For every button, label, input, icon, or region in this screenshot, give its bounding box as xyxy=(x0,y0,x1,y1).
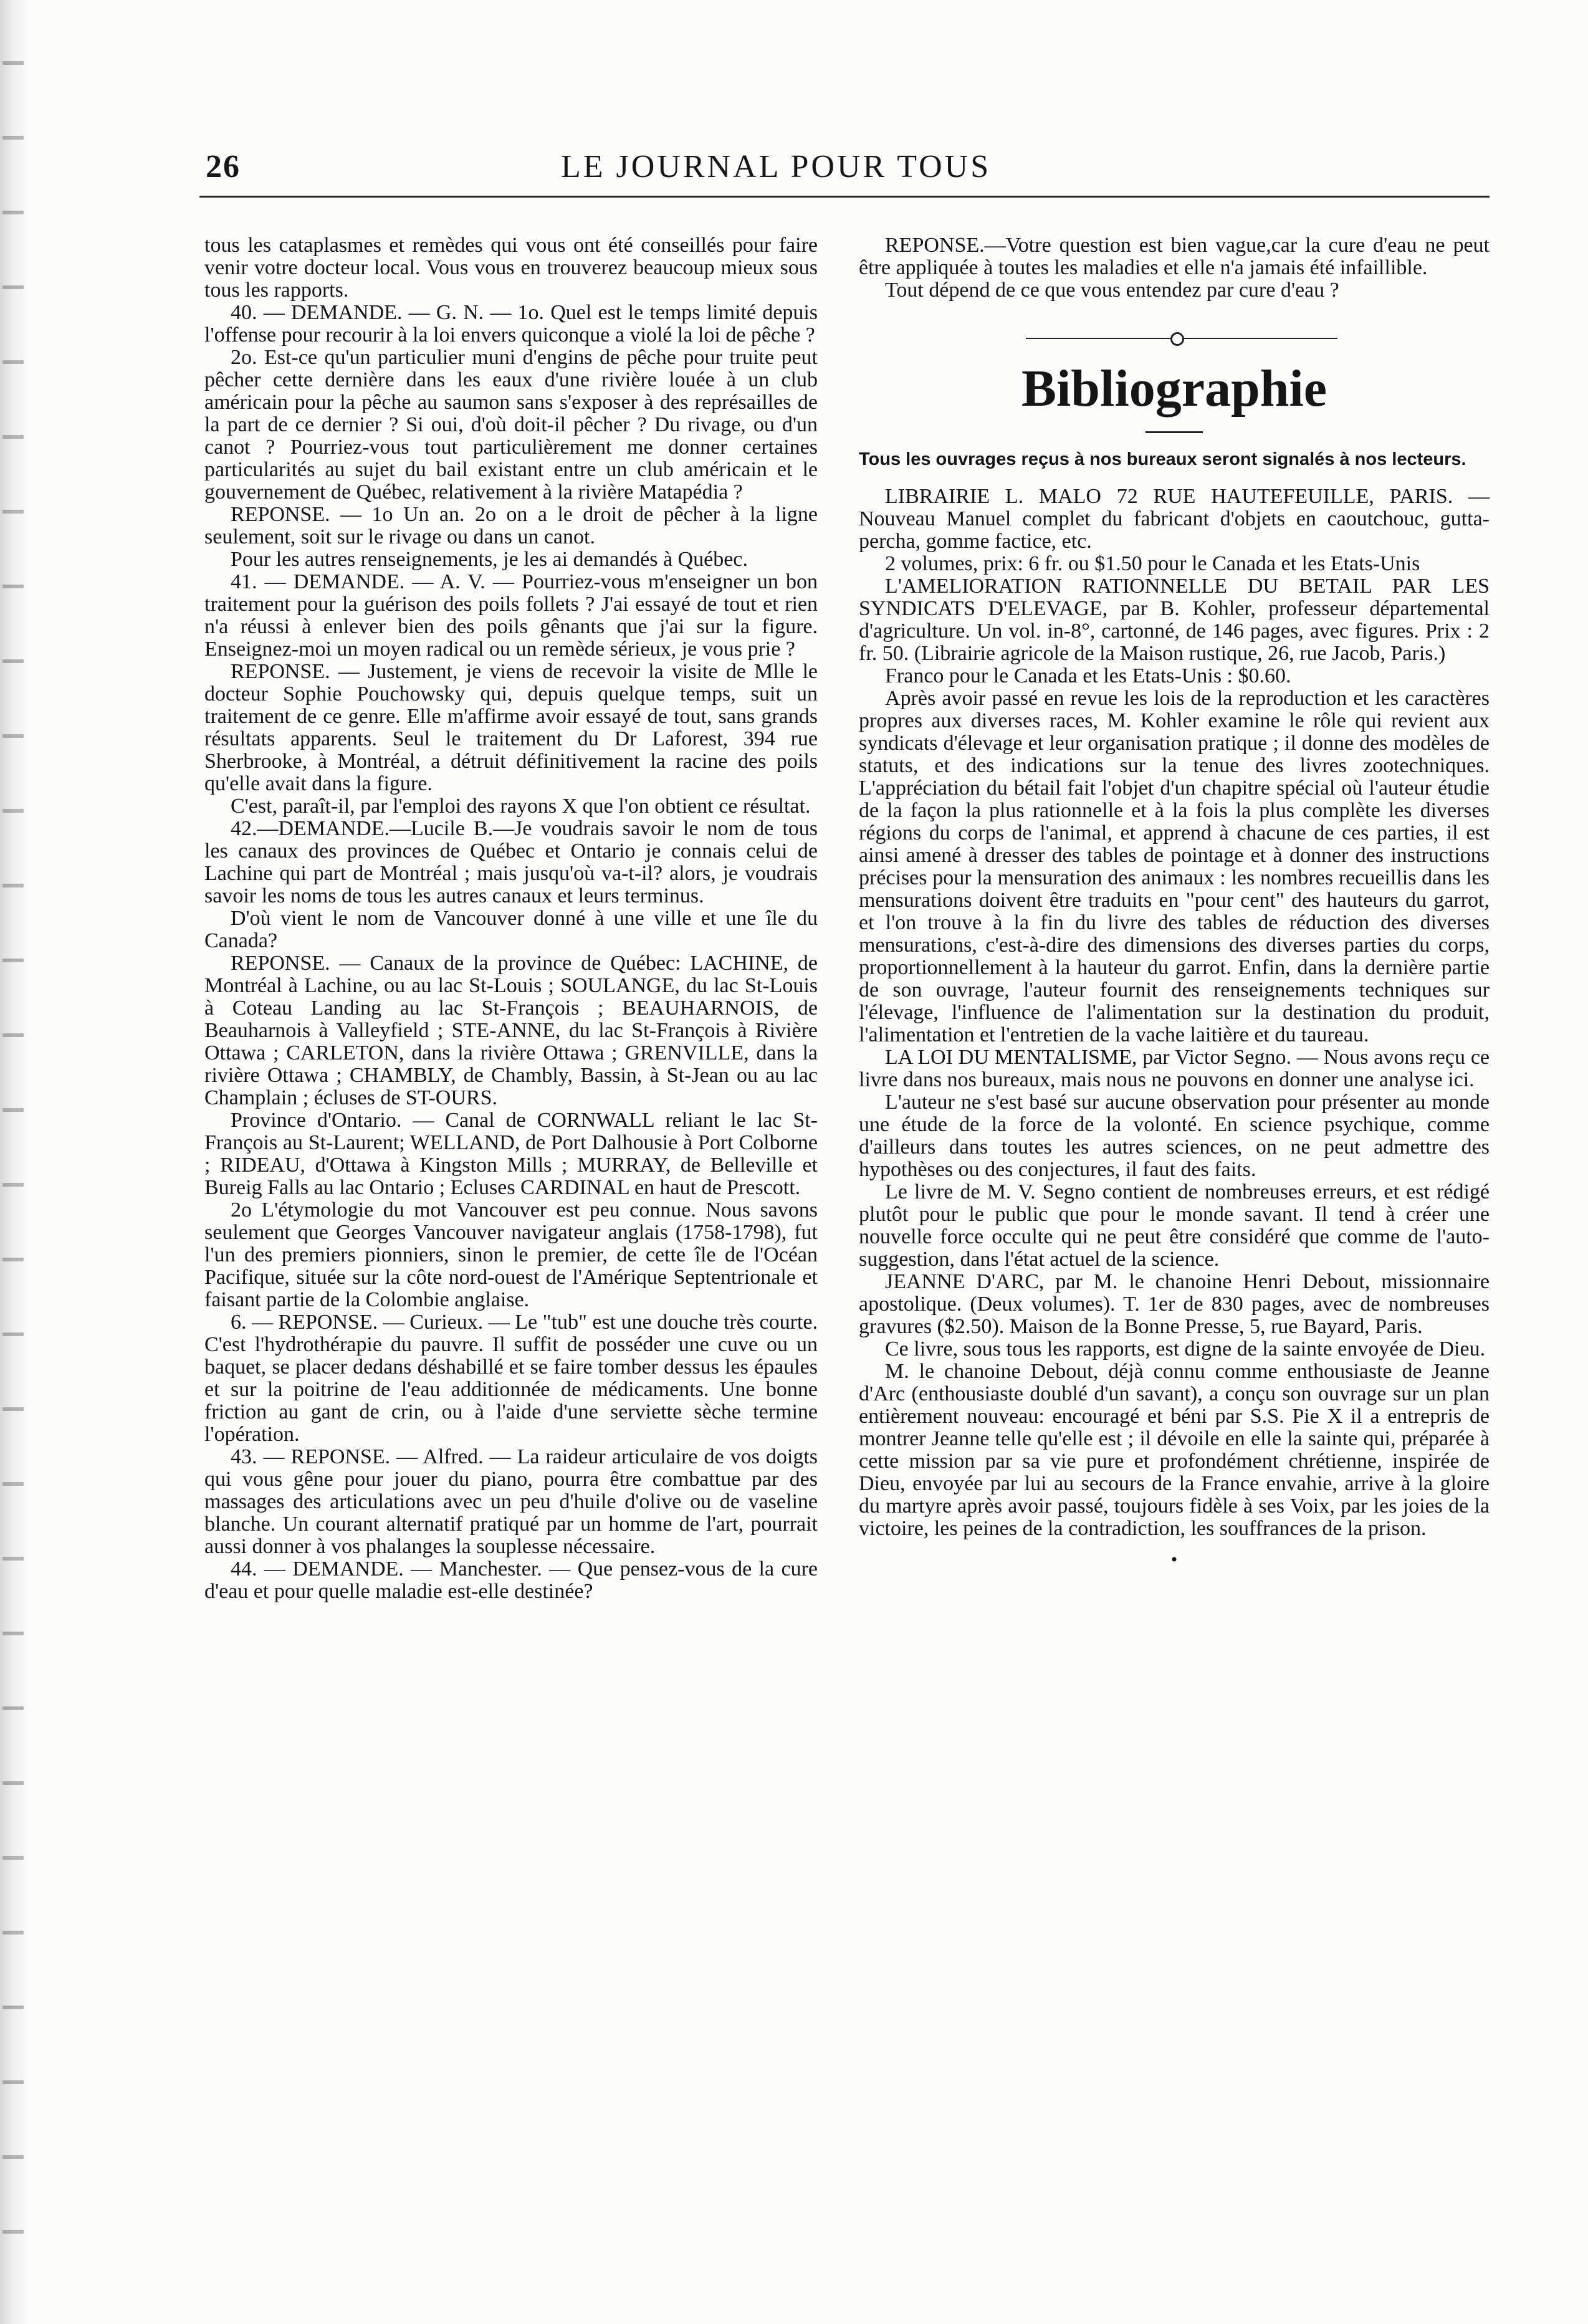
reply-paragraph: REPONSE.—Votre question est bien vague,car la cure d'eau ne peut être appliquée à toutes les maladies et elle n'a jamais été infaillible. xyxy=(859,234,1490,279)
article-paragraph: REPONSE. — Justement, je viens de recevoir la visite de Mlle le docteur Sophie Pouchowsky qui, depuis quelque temps, suit un traitement de ce genre. Elle m'affirme avoir essayé de tout, sans grands résultats apparents. Seul le traitement du Dr Laforest, 394 rue Sherbrooke, à Montréal, a détruit définitivement la racine des poils qu'elle avait dans la figure. xyxy=(204,660,818,795)
article-paragraph: D'où vient le nom de Vancouver donné à une ville et une île du Canada? xyxy=(204,907,818,952)
reply-paragraph: Tout dépend de ce que vous entendez par cure d'eau ? xyxy=(885,279,1339,302)
article-paragraph: 2o L'étymologie du mot Vancouver est peu connue. Nous savons seulement que Georges Vancouver navigateur anglais (1758-1798), fut l'un des premiers pionniers, sinon le premier, de cette île de l'Océan Pacifique, située sur la côte nord-ouest de l'Amérique Septentrionale et faisant partie de la Colombie anglaise. xyxy=(204,1198,818,1311)
review-paragraph: L'auteur ne s'est basé sur aucune observation pour présenter au monde une étude de la force de la volonté. En science psychique, comme d'ailleurs dans toutes les autres sciences, on ne peut admettre des hypothèses ou des conjectures, il faut des faits. xyxy=(859,1091,1490,1181)
article-paragraph: Province d'Ontario. — Canal de CORNWALL reliant le lac St-François au St-Laurent; WELLAND, de Port Dalhousie à Port Colborne ; RIDEAU, d'Ottawa à Kingston Mills ; MURRAY, de Belleville et Bureig Falls au lac Ontario ; Ecluses CARDINAL en haut de Prescott. xyxy=(204,1109,818,1199)
article-paragraph: REPONSE. — 1o Un an. 2o on a le droit de pêcher à la ligne seulement, soit sur le rivage ou dans un canot. xyxy=(204,503,818,548)
review-paragraph: Ce livre, sous tous les rapports, est digne de la sainte envoyée de Dieu. xyxy=(885,1337,1486,1360)
review-paragraph: Après avoir passé en revue les lois de la reproduction et les caractères propres aux diverses races, M. Kohler examine le rôle qui revient aux syndicats d'élevage et leur organisation pratique ; il donne des modèles de statuts, et des indications sur la tenue des livres zootechniques. L'appréciation du bétail fait l'objet d'un chapitre spécial où l'auteur étudie de la façon la plus rationnelle et à la fois la plus complète les diverses régions du corps de l'animal, et apprend à chacune de ces parties, il est ainsi amené à dresser des tables de pointage et à donner des instructions précises pour la mensuration des animaux : les nombres recueillis dans les mensurations doivent être traduits en "pour cent" des hauteurs du garrot, et l'on trouve à la fin du livre des tables de réduction des diverses mensurations, c'est-à-dire des dimensions des diverses parties du corps, proportionnellement à la hauteur du garrot. Enfin, dans la dernière partie de son ouvrage, l'auteur fournit des renseignements techniques sur l'élevage, l'influence de l'alimentation sur la destination du produit, l'alimentation et l'entretien de la vache laitière et du taureau. xyxy=(859,687,1490,1046)
end-mark: • xyxy=(1170,1549,1178,1570)
article-paragraph: tous les cataplasmes et remèdes qui vous ont été conseillés pour faire venir votre docteur local. Vous vous en trouverez beaucoup mieux sous tous les rapports. xyxy=(204,234,818,302)
title-rule xyxy=(1146,431,1203,433)
section-title: Bibliographie xyxy=(1021,360,1327,418)
section-intro: Tous les ouvrages reçus à nos bureaux seront signalés à nos lecteurs. xyxy=(859,449,1466,469)
review-paragraph: LA LOI DU MENTALISME, par Victor Segno. — Nous avons reçu ce livre dans nos bureaux, mais nous ne pouvons en donner une analyse ici. xyxy=(859,1046,1490,1091)
review-paragraph: JEANNE D'ARC, par M. le chanoine Henri Debout, missionnaire apostolique. (Deux volumes). T. 1er de 830 pages, avec de nombreuses gravures ($2.50). Maison de la Bonne Presse, 5, rue Bayard, Paris. xyxy=(859,1270,1490,1338)
review-paragraph: Le livre de M. V. Segno contient de nombreuses erreurs, et est rédigé plutôt pour le public que pour le monde savant. Il tend à créer une nouvelle force occulte qui ne peut être considéré que comme de l'auto-suggestion, dans l'état actuel de la science. xyxy=(859,1180,1490,1271)
article-paragraph: 44. — DEMANDE. — Manchester. — Que pensez-vous de la cure d'eau et pour quelle maladie est-elle destinée? xyxy=(204,1557,818,1603)
section-divider xyxy=(859,323,1490,354)
article-paragraph: REPONSE. — Canaux de la province de Québec: LACHINE, de Montréal à Lachine, ou au lac St-Louis ; SOULANGE, du lac St-Louis à Coteau Landing au lac St-François ; BEAUHARNOIS, de Beauharnois à Valleyfield ; STE-ANNE, du lac St-François à Rivière Ottawa ; CARLETON, dans la rivière Ottawa ; GRENVILLE, dans la rivière Ottawa ; CHAMBLY, de Chambly, Bassin, à St-Jean ou au lac Champlain ; écluses de ST-OURS. xyxy=(204,952,818,1109)
article-paragraph: 2o. Est-ce qu'un particulier muni d'engins de pêche pour truite peut pêcher cette dernière dans les eaux d'une rivière louée à un club américain pour la pêche au saumon sans s'exposer à des représailles de la part de ce dernier ? Si oui, d'où doit-il pêcher ? Du rivage, ou d'un canot ? Pourriez-vous tout particulièrement me donner certaines particularités au sujet du bail existant entre un club américain et le gouvernement de Québec, relativement à la rivière Matapédia ? xyxy=(204,346,818,504)
binding-marks xyxy=(2,37,24,2293)
page-number: 26 xyxy=(206,149,241,184)
header-rule xyxy=(199,196,1490,198)
review-paragraph: Franco pour le Canada et les Etats-Unis : $0.60. xyxy=(885,664,1291,687)
article-paragraph: 6. — REPONSE. — Curieux. — Le "tub" est une douche très courte. C'est l'hydrothérapie du pauvre. Il suffit de posséder une cuve ou un baquet, se placer dedans déshabillé et se faire tomber dessus les épaules et sur la poitrine de l'eau additionnée de médicaments. Une bonne friction au gant de crin, ou à l'aide d'une serviette sèche termine l'opération. xyxy=(204,1311,818,1446)
article-paragraph: C'est, paraît-il, par l'emploi des rayons X que l'on obtient ce résultat. xyxy=(231,795,811,818)
review-paragraph: LIBRAIRIE L. MALO 72 RUE HAUTEFEUILLE, PARIS. — Nouveau Manuel complet du fabricant d'objets en caoutchouc, gutta-percha, gomme factice, etc. xyxy=(859,485,1490,553)
page-header xyxy=(206,148,1490,193)
article-paragraph: 41. — DEMANDE. — A. V. — Pourriez-vous m'enseigner un bon traitement pour la guérison des poils follets ? J'ai essayé de tout et rien n'a réussi à enlever bien des poils gênants que j'ai sur la figure. Enseignez-moi un moyen radical ou un remède sérieux, je vous prie ? xyxy=(204,570,818,661)
article-paragraph: 42.—DEMANDE.—Lucile B.—Je voudrais savoir le nom de tous les canaux des provinces de Québec et Ontario je connais celui de Lachine qui part de Montréal ; mais jusqu'où va-t-il? alors, je voudrais savoir les noms de tous les autres canaux et leurs terminus. xyxy=(204,817,818,907)
left-column xyxy=(204,234,818,1603)
divider-ornament xyxy=(1170,332,1184,346)
right-column xyxy=(859,234,1490,1571)
article-paragraph: Pour les autres renseignements, je les ai demandés à Québec. xyxy=(231,548,748,571)
review-paragraph: M. le chanoine Debout, déjà connu comme enthousiaste de Jeanne d'Arc (enthousiaste doublé d'un savant), a conçu son ouvrage sur un plan entièrement nouveau: encouragé et béni par S.S. Pie X il a entrepris de montrer Jeanne telle qu'elle est ; il dévoile en elle la sainte qui, préparée à cette mission par sa vie pure et profondément chrétienne, inspirée de Dieu, envoyée par lui au secours de la France envahie, arrive à la gloire du martyre après avoir passé, toujours fidèle à ses Voix, par les joies de la victoire, les peines de la contradiction, les souffrances de la prison. xyxy=(859,1360,1490,1540)
article-paragraph: 43. — REPONSE. — Alfred. — La raideur articulaire de vos doigts qui vous gêne pour jouer du piano, pourra être combattue par des massages des articulations avec un peu d'huile d'olive ou de vaseline blanche. Un courant alternatif pratiqué par un homme de l'art, pourrait aussi donner à vos phalanges la souplesse nécessaire. xyxy=(204,1445,818,1558)
article-paragraph: 40. — DEMANDE. — G. N. — 1o. Quel est le temps limité depuis l'offense pour recourir à la loi envers quiconque a violé la loi de pêche ? xyxy=(204,301,818,347)
running-title: LE JOURNAL POUR TOUS xyxy=(561,149,992,184)
review-paragraph: L'AMELIORATION RATIONNELLE DU BETAIL PAR LES SYNDICATS D'ELEVAGE, par B. Kohler, professeur départemental d'agriculture. Un vol. in-8°, cartonné, de 146 pages, avec figures. Prix : 2 fr. 50. (Librairie agricole de la Maison rustique, 26, rue Jacob, Paris.) xyxy=(859,575,1490,665)
review-paragraph: 2 volumes, prix: 6 fr. ou $1.50 pour le Canada et les Etats-Unis xyxy=(885,552,1420,575)
binding-edge xyxy=(0,0,29,2324)
